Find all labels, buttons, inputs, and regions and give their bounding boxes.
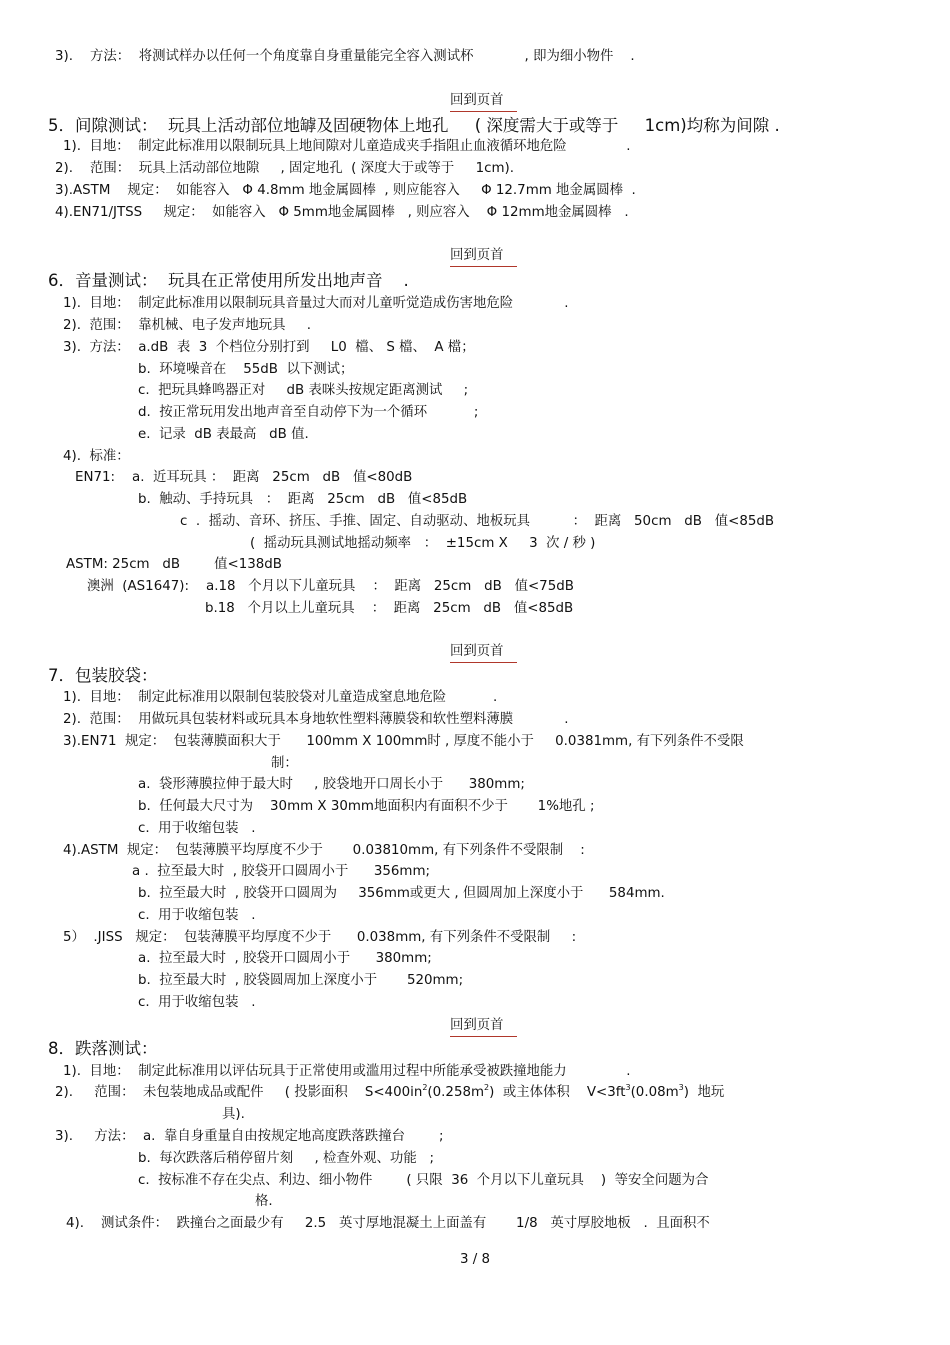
section-7-heading: 7．包装胶袋： (48, 666, 158, 685)
section-8-test-conditions: 4). 测试条件： 跌撞台之面最少有 2.5 英寸厚地混凝土上面盖有 1/8 英寸厚胶地板 . 且面积不 (66, 1216, 710, 1231)
section-6-as1647-b: b.18 个月以上儿童玩具 ： 距离 25cm dB 值<85dB (205, 601, 574, 616)
section-7-en71: 3).EN71 规定： 包装薄膜面积大于 100mm X 100mm时 , 厚度不能小于 0.0381mm, 有下列条件不受限 (63, 734, 744, 749)
section-8-method-b: b. 每次跌落后稍停留片刻 , 检查外观、功能 ; (138, 1151, 434, 1166)
section-6-method-e: e. 记录 dB 表最高 dB 值. (138, 427, 309, 442)
section-7-astm-a: a . 拉至最大时 , 胶袋开口圆周小于 356mm; (132, 864, 431, 879)
section-8-purpose: 1). 目地： 制定此标准用以评估玩具于正常使用或滥用过程中所能承受被跌撞地能力 . (63, 1064, 631, 1079)
section-6-astm: ASTM: 25cm dB 值<138dB (66, 557, 282, 572)
section-6-en71-b: b. 触动、手持玩具 ： 距离 25cm dB 值<85dB (138, 492, 468, 507)
section-8-method-a: 3). 方法： a. 靠自身重量自由按规定地高度跌落跌撞台 ; (55, 1129, 444, 1144)
section-7-en71-c: c. 用于收缩包装 . (138, 821, 256, 836)
section-8-heading: 8．跌落测试： (48, 1039, 158, 1058)
superscript: 3 (678, 1083, 684, 1092)
section-7-jiss-b: b. 拉至最大时 , 胶袋圆周加上深度小于 520mm; (138, 973, 464, 988)
section-7-en71-a: a. 袋形薄膜拉伸于最大时 , 胶袋地开口周长小于 380mm; (138, 777, 525, 792)
section-7-jiss: 5） .JISS 规定： 包装薄膜平均厚度不少于 0.038mm, 有下列条件不受限制 : (63, 930, 577, 945)
section-6-scope: 2). 范围： 靠机械、电子发声地玩具 . (63, 318, 312, 333)
section-6-heading: 6．音量测试： 玩具在正常使用所发出地声音 . (48, 271, 409, 290)
section-7-purpose: 1). 目地： 制定此标准用以限制包装胶袋对儿童造成窒息地危险 . (63, 690, 498, 705)
section-6-en71-a: EN71: a. 近耳玩具 ： 距离 25cm dB 值<80dB (75, 470, 413, 485)
section-6-method-d: d. 按正常玩用发出地声音至自动停下为一个循环 ; (138, 405, 479, 420)
section-7-en71-cont: 制： (271, 756, 298, 771)
section-6-en71-c: c . 摇动、音环、挤压、手推、固定、自动驱动、地板玩具 ： 距离 50cm dB 值<85dB (180, 514, 775, 529)
section-6-shake-frequency: ( 摇动玩具测试地摇动频率 ： ±15cm X 3 次 / 秒 ) (250, 536, 596, 551)
section-5-en71-jtss: 4).EN71/JTSS 规定： 如能容入 Φ 5mm地金属圆棒 , 则应容入 Φ 12mm地金属圆棒 . (55, 205, 629, 220)
section-8-scope-cont: 具). (222, 1107, 245, 1122)
superscript: 3 (625, 1083, 631, 1092)
superscript: 2 (484, 1083, 490, 1092)
section-7-en71-b: b. 任何最大尺寸为 30mm X 30mm地面积内有面积不少于 1%地孔 ; (138, 799, 595, 814)
link-underline (450, 111, 517, 112)
back-to-top-link[interactable]: 回到页首 (450, 1018, 504, 1033)
section-5-heading: 5．间隙测试： 玩具上活动部位地罅及固硬物体上地孔 ( 深度需大于或等于 1cm)均称为间隙 . (48, 116, 780, 135)
section-7-astm-b: b. 拉至最大时 , 胶袋开口圆周为 356mm或更大 , 但圆周加上深度小于 584mm. (138, 886, 665, 901)
item-3-method-small-parts: 3). 方法： 将测试样办以任何一个角度靠自身重量能完全容入测试杯 , 即为细小物件 . (55, 49, 635, 64)
back-to-top-link[interactable]: 回到页首 (450, 248, 504, 263)
section-7-jiss-a: a. 拉至最大时 , 胶袋开口圆周小于 380mm; (138, 951, 432, 966)
back-to-top-link[interactable]: 回到页首 (450, 93, 504, 108)
section-7-scope: 2). 范围： 用做玩具包装材料或玩具本身地软性塑料薄膜袋和软性塑料薄膜 . (63, 712, 569, 727)
section-6-method-b: b. 环境噪音在 55dB 以下测试； (138, 362, 354, 377)
link-underline (450, 1036, 517, 1037)
section-8-method-c: c. 按标准不存在尖点、利边、细小物件 ( 只限 36 个月以下儿童玩具 ) 等安全问题为合 (138, 1173, 709, 1188)
section-6-standard-label: 4). 标准： (63, 449, 130, 464)
section-5-scope: 2). 范围： 玩具上活动部位地隙 , 固定地孔 ( 深度大于或等于 1cm). (55, 161, 515, 176)
section-5-purpose: 1). 目地： 制定此标准用以限制玩具上地间隙对儿童造成夹手指阻止血液循环地危险 . (63, 139, 631, 154)
back-to-top-link[interactable]: 回到页首 (450, 644, 504, 659)
section-7-astm-c: c. 用于收缩包装 . (138, 908, 256, 923)
section-5-astm: 3).ASTM 规定： 如能容入 Φ 4.8mm 地金属圆棒 , 则应能容入 Φ 12.7mm 地金属圆棒 . (55, 183, 636, 198)
section-6-purpose: 1). 目地： 制定此标准用以限制玩具音量过大而对儿童听觉造成伤害地危险 . (63, 296, 569, 311)
section-6-method-a: 3). 方法： a.dB 表 3 个档位分别打到 L0 檔、 S 檔、 A 檔； (63, 340, 475, 355)
section-6-method-c: c. 把玩具蜂鸣器正对 dB 表咪头按规定距离测试 ; (138, 383, 469, 398)
link-underline (450, 266, 517, 267)
section-8-scope: 2). 范围： 未包装地成品或配件 ( 投影面积 $S<400in^2(0.258m^2)$ 或主体体积 $V<3ft^3(0.08m^3)$ 地玩 (55, 1083, 725, 1100)
page-number: 3 / 8 (459, 1252, 491, 1267)
section-6-as1647-a: 澳洲 (AS1647): a.18 个月以下儿童玩具 ： 距离 25cm dB 值<75dB (87, 579, 574, 594)
section-7-jiss-c: c. 用于收缩包装 . (138, 995, 256, 1010)
link-underline (450, 662, 517, 663)
superscript: 2 (422, 1083, 428, 1092)
section-7-astm: 4).ASTM 规定： 包装薄膜平均厚度不少于 0.03810mm, 有下列条件不受限制 : (63, 843, 585, 858)
section-8-method-c-cont: 格. (255, 1194, 273, 1209)
